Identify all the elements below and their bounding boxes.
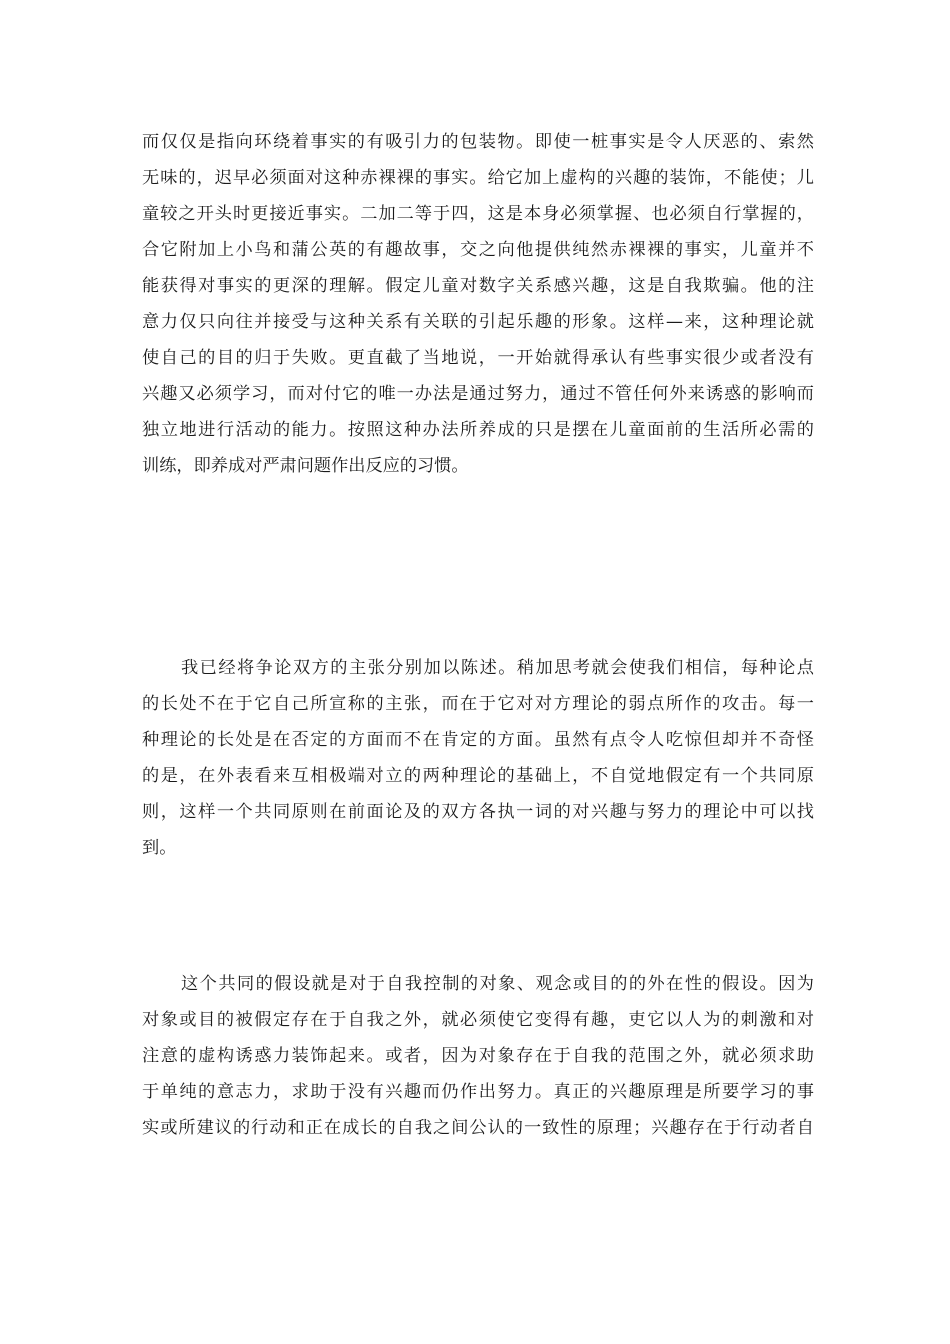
text-line-first: 我已经将争论双方的主张分别加以陈述。稍加思考就会使我们相信，每种论点 xyxy=(181,658,814,678)
text-line: 意力仅只向往并接受与这种关系有关联的引起乐趣的形象。这样—来，这种理论就 xyxy=(142,312,814,332)
text-line: 能获得对事实的更深的理解。假定儿童对数字关系感兴趣，这是自我欺骗。他的注 xyxy=(142,276,814,296)
text-line: 的长处不在于它自己所宣称的主张，而在于它对对方理论的弱点所作的攻击。每一 xyxy=(142,694,814,714)
text-line: 合它附加上小鸟和蒲公英的有趣故事，交之向他提供纯然赤裸裸的事实，儿童并不 xyxy=(142,240,814,260)
text-line-last: 训练，即养成对严肃问题作出反应的习惯。 xyxy=(142,456,469,476)
text-line: 使自己的目的归于失败。更直截了当地说，一开始就得承认有些事实很少或者没有 xyxy=(142,348,814,368)
paragraph-1 xyxy=(142,124,814,484)
paragraph-2 xyxy=(142,650,814,866)
text-line: 于单纯的意志力，求助于没有兴趣而仍作出努力。真正的兴趣原理是所要学习的事 xyxy=(142,1082,814,1102)
paragraph-3 xyxy=(142,966,814,1146)
text-line: 独立地进行活动的能力。按照这种办法所养成的只是摆在儿童面前的生活所必需的 xyxy=(142,420,814,440)
text-line-first: 这个共同的假设就是对于自我控制的对象、观念或目的的外在性的假设。因为 xyxy=(181,974,814,994)
text-line-last: 到。 xyxy=(142,838,177,858)
text-line: 的是，在外表看来互相极端对立的两种理论的基础上，不自觉地假定有一个共同原 xyxy=(142,766,814,786)
text-line: 兴趣又必须学习，而对付它的唯一办法是通过努力，通过不管任何外来诱惑的影响而 xyxy=(142,384,814,404)
text-line: 实或所建议的行动和正在成长的自我之间公认的一致性的原理；兴趣存在于行动者自 xyxy=(142,1118,814,1138)
text-line: 注意的虚构诱惑力装饰起来。或者，因为对象存在于自我的范围之外，就必须求助 xyxy=(142,1046,814,1066)
text-line: 种理论的长处是在否定的方面而不在肯定的方面。虽然有点令人吃惊但却并不奇怪 xyxy=(142,730,814,750)
text-line: 童较之开头时更接近事实。二加二等于四，这是本身必须掌握、也必须自行掌握的， xyxy=(142,204,814,224)
text-line: 对象或目的被假定存在于自我之外，就必须使它变得有趣，吏它以人为的刺激和对 xyxy=(142,1010,814,1030)
text-line: 而仅仅是指向环绕着事实的有吸引力的包装物。即使一桩事实是令人厌恶的、索然 xyxy=(142,132,814,152)
text-line: 则，这样一个共同原则在前面论及的双方各执一词的对兴趣与努力的理论中可以找 xyxy=(142,802,814,822)
text-line: 无味的，迟早必须面对这种赤裸裸的事实。给它加上虚构的兴趣的装饰，不能使；儿 xyxy=(142,168,814,188)
